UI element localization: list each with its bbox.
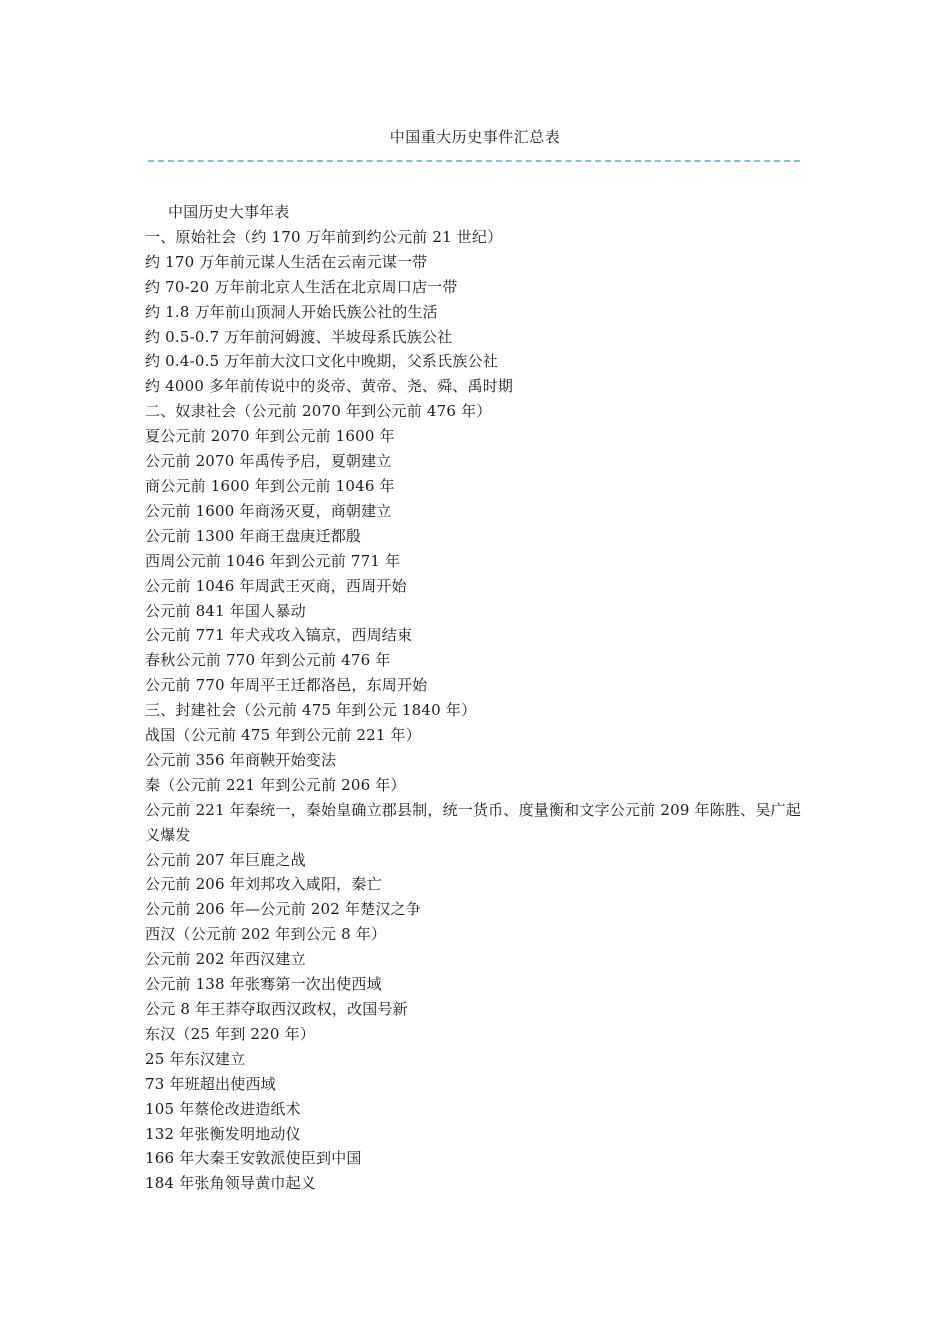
text-line: 公元前 138 年张骞第一次出使西域 [145, 975, 382, 994]
text-line: 公元前 207 年巨鹿之战 [145, 850, 306, 869]
text-line: 西周公元前 1046 年到公元前 771 年 [145, 551, 401, 570]
text-line: 公元前 202 年西汉建立 [145, 950, 306, 969]
text-line: 约 170 万年前元谋人生活在云南元谋一带 [145, 252, 428, 271]
text-line: 公元 8 年王莽夺取西汉政权，改国号新 [145, 1000, 408, 1018]
text-line: 公元前 1600 年商汤灭夏，商朝建立 [145, 501, 392, 520]
text-line: 公元前 206 年刘邦攻入咸阳，秦亡 [145, 875, 382, 894]
text-line: 西汉（公元前 202 年到公元 8 年） [145, 925, 387, 944]
text-line: 166 年大秦王安敦派使臣到中国 [145, 1149, 362, 1168]
header-title: 中国重大历史事件汇总表 [389, 128, 561, 146]
text-line: 105 年蔡伦改进造纸术 [145, 1099, 301, 1118]
text-line: 约 0.5-0.7 万年前河姆渡、半坡母系氏族公社 [145, 327, 453, 346]
text-line: 三、封建社会（公元前 475 年到公元 1840 年） [145, 701, 477, 720]
text-line: 公元前 2070 年禹传予启，夏朝建立 [145, 452, 392, 471]
text-line: 夏公元前 2070 年到公元前 1600 年 [145, 427, 395, 446]
text-line: 二、奴隶社会（公元前 2070 年到公元前 476 年） [145, 402, 492, 421]
text-line: 约 1.8 万年前山顶洞人开始氏族公社的生活 [145, 302, 438, 321]
text-line: 公元前 1300 年商王盘庚迁都殷 [145, 526, 362, 545]
text-line: 东汉（25 年到 220 年） [145, 1024, 316, 1043]
text-line: 战国（公元前 475 年到公元前 221 年） [145, 726, 421, 745]
header-dashed-rule [148, 160, 800, 162]
text-line: 132 年张衡发明地动仪 [145, 1124, 301, 1143]
text-line: 约 4000 多年前传说中的炎帝、黄帝、尧、舜、禹时期 [145, 377, 514, 396]
text-line: 公元前 771 年犬戎攻入镐京，西周结束 [145, 626, 413, 645]
text-line: 约 70-20 万年前北京人生活在北京周口店一带 [145, 277, 458, 296]
text-line: 春秋公元前 770 年到公元前 476 年 [145, 651, 391, 670]
text-line: 公元前 770 年周平王迁都洛邑，东周开始 [145, 676, 428, 695]
text-line: 商公元前 1600 年到公元前 1046 年 [145, 476, 395, 495]
text-line: 约 0.4-0.5 万年前大汶口文化中晚期，父系氏族公社 [145, 352, 498, 371]
text-line: 公元前 1046 年周武王灭商，西周开始 [145, 576, 407, 595]
text-line: 184 年张角领导黄巾起义 [145, 1174, 316, 1193]
text-line: 公元前 356 年商鞅开始变法 [145, 750, 337, 769]
text-line: 73 年班超出使西域 [145, 1074, 276, 1093]
text-line-wrapped: 公元前 221 年秦统一，秦始皇确立郡县制，统一货币、度量衡和文字公元前 209 年陈胜、吴广起义爆发 [145, 800, 801, 844]
text-line: 秦（公元前 221 年到公元前 206 年） [145, 775, 406, 794]
text-line: 一、原始社会（约 170 万年前到约公元前 21 世纪） [145, 227, 503, 246]
text-line: 公元前 206 年—公元前 202 年楚汉之争 [145, 900, 421, 919]
section-heading: 中国历史大事年表 [168, 203, 290, 221]
document-body [145, 200, 810, 1196]
text-line: 25 年东汉建立 [145, 1049, 246, 1068]
text-line: 公元前 841 年国人暴动 [145, 601, 306, 620]
